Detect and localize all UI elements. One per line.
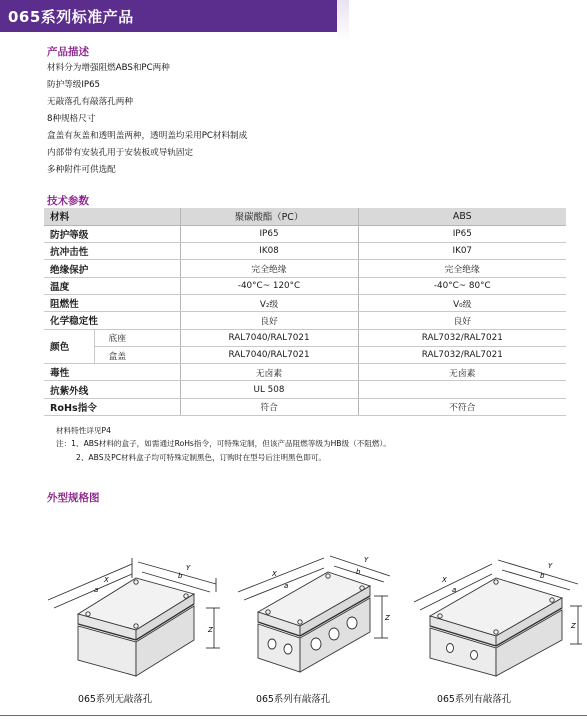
spec-label: 温度 xyxy=(44,277,180,294)
spec-label: 材料 xyxy=(44,208,180,225)
dim-label-a: a xyxy=(284,582,289,590)
spec-label: 绝缘保护 xyxy=(44,260,180,277)
spec-label: 抗冲击性 xyxy=(44,243,180,260)
desc-line: 无敲落孔有敲落孔两种 xyxy=(47,97,133,107)
drawing-caption: 065系列有敲落孔 xyxy=(256,694,331,705)
spec-label: 抗紫外线 xyxy=(44,381,180,398)
spec-pc-value: RAL7040/RAL7021 xyxy=(180,346,358,363)
dim-label-z: Z xyxy=(385,614,390,622)
title-side-shade xyxy=(337,0,349,42)
spec-pc-header: 聚碳酸酯（PC） xyxy=(180,208,358,225)
spec-abs-value: IP65 xyxy=(358,225,566,242)
spec-label: 防护等级 xyxy=(44,225,180,242)
dim-label-x: X xyxy=(104,576,109,584)
spec-header-row xyxy=(44,208,566,225)
spec-row xyxy=(44,398,566,415)
spec-abs-value: 完全绝缘 xyxy=(358,260,566,277)
note-line: 注：1、ABS材料的盒子，如需通过RoHs指令，可特殊定制，但该产品阻燃等级为HB级（不阻燃）。 xyxy=(56,439,391,448)
spec-row xyxy=(44,243,566,260)
note-line: 材料特性详见P4 xyxy=(56,426,111,435)
note-line: 2、ABS及PC材料盒子均可特殊定制黑色，订购时在型号后注明黑色即可。 xyxy=(76,453,327,462)
desc-line: 内部带有安装孔用于安装板或导轨固定 xyxy=(47,148,194,158)
product-desc-heading: 产品描述 xyxy=(47,46,89,58)
spec-pc-value: V₂级 xyxy=(180,294,358,311)
desc-line: 多种附件可供选配 xyxy=(47,165,116,175)
dim-label-y: Y xyxy=(548,562,553,570)
spec-row xyxy=(44,364,566,381)
dim-label-a: a xyxy=(94,586,99,594)
enclosure-drawing-knockout-long xyxy=(232,548,400,678)
spec-pc-value: 良好 xyxy=(180,312,358,329)
spec-table xyxy=(44,208,566,416)
enclosure-drawing-knockout-wide xyxy=(412,548,584,678)
spec-abs-value: 良好 xyxy=(358,312,566,329)
spec-row xyxy=(44,312,566,329)
spec-abs-value: -40°C~ 80°C xyxy=(358,277,566,294)
spec-label-color: 颜色 xyxy=(44,329,94,364)
spec-pc-value: -40°C~ 120°C xyxy=(180,277,358,294)
dim-label-b: b xyxy=(178,572,183,580)
bottom-rule xyxy=(0,715,587,716)
dim-label-z: Z xyxy=(571,622,576,630)
spec-row-color-lid xyxy=(44,346,566,363)
dim-label-a: a xyxy=(452,586,457,594)
spec-label: 化学稳定性 xyxy=(44,312,180,329)
spec-abs-value: RAL7032/RAL7021 xyxy=(358,346,566,363)
spec-abs-value: RAL7032/RAL7021 xyxy=(358,329,566,346)
desc-line: 盒盖有灰盖和透明盖两种，透明盖均采用PC材料制成 xyxy=(47,131,248,141)
dim-label-y: Y xyxy=(186,564,191,572)
desc-line: 8种规格尺寸 xyxy=(47,114,96,124)
spec-pc-value: 符合 xyxy=(180,398,358,415)
spec-row xyxy=(44,294,566,311)
spec-row xyxy=(44,381,566,398)
page-title: 065系列标准产品 xyxy=(8,8,134,26)
spec-abs-value: 不符合 xyxy=(358,398,566,415)
spec-label: 阻燃性 xyxy=(44,294,180,311)
spec-row xyxy=(44,260,566,277)
spec-row xyxy=(44,277,566,294)
desc-line: 材料分为增强阻燃ABS和PC两种 xyxy=(47,63,170,73)
spec-row xyxy=(44,225,566,242)
dim-label-z: Z xyxy=(208,626,213,634)
spec-pc-value: RAL7040/RAL7021 xyxy=(180,329,358,346)
spec-pc-value: IK08 xyxy=(180,243,358,260)
drawing-caption: 065系列无敲落孔 xyxy=(78,694,153,705)
spec-sublabel-lid: 盒盖 xyxy=(94,346,180,363)
spec-pc-value: UL 508 xyxy=(180,381,358,398)
spec-pc-value: 完全绝缘 xyxy=(180,260,358,277)
dim-label-x: X xyxy=(442,576,447,584)
spec-abs-value: 无卤素 xyxy=(358,364,566,381)
enclosure-drawing-no-knockout xyxy=(44,548,224,678)
dim-label-x: X xyxy=(272,570,277,578)
spec-abs-value: V₀级 xyxy=(358,294,566,311)
dim-label-y: Y xyxy=(364,556,369,564)
spec-sublabel-base: 底座 xyxy=(94,329,180,346)
title-bar xyxy=(0,0,337,32)
spec-abs-value xyxy=(358,381,566,398)
spec-pc-value: IP65 xyxy=(180,225,358,242)
desc-line: 防护等级IP65 xyxy=(47,80,101,90)
spec-abs-value: IK07 xyxy=(358,243,566,260)
drawing-caption: 065系列有敲落孔 xyxy=(437,694,512,705)
spec-abs-header: ABS xyxy=(358,208,566,225)
spec-row-color-base xyxy=(44,329,566,346)
spec-label: RoHs指令 xyxy=(44,398,180,415)
dim-label-b: b xyxy=(356,568,361,576)
spec-pc-value: 无卤素 xyxy=(180,364,358,381)
tech-heading: 技术参数 xyxy=(47,195,89,207)
spec-label: 毒性 xyxy=(44,364,180,381)
drawings-heading: 外型规格图 xyxy=(47,492,100,504)
dim-label-b: b xyxy=(540,572,545,580)
